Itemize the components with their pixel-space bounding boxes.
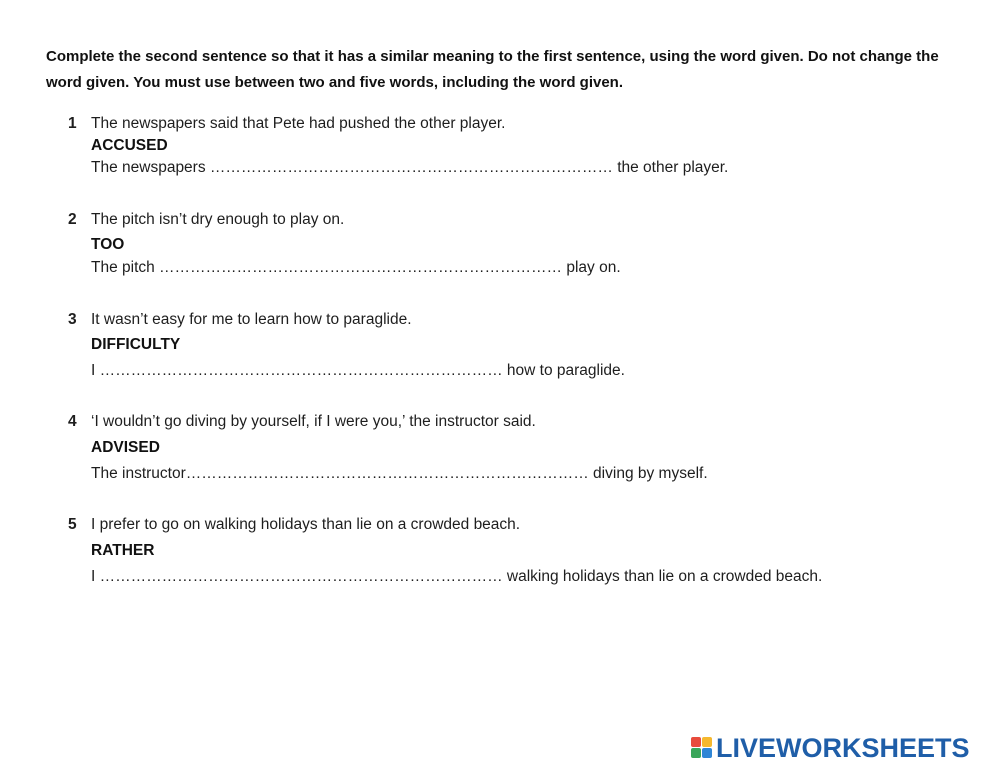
liveworksheets-logo xyxy=(691,733,970,763)
question-number: 1 xyxy=(68,115,77,132)
key-word: RATHER xyxy=(91,542,155,559)
liveworksheets-logo-icon xyxy=(691,737,713,759)
answer-sentence[interactable]: I …………………………………………………………………… how to paraglide. xyxy=(91,362,625,379)
instructions-text: Complete the second sentence so that it has a similar meaning to the first sentence, using the word given. Do not change the word given. You must use between two and five words, including the word given. xyxy=(46,48,939,91)
original-sentence: I prefer to go on walking holidays than lie on a crowded beach. xyxy=(91,516,521,533)
question-number: 5 xyxy=(68,516,77,533)
question-number: 3 xyxy=(68,311,77,328)
question-number: 4 xyxy=(68,413,77,430)
answer-sentence[interactable]: The pitch …………………………………………………………………… play on. xyxy=(91,259,621,276)
key-word: TOO xyxy=(91,236,125,253)
answer-sentence[interactable]: The instructor…………………………………………………………………… diving by myself. xyxy=(91,465,708,482)
key-word: ACCUSED xyxy=(91,137,168,154)
original-sentence: ‘I wouldn’t go diving by yourself, if I were you,’ the instructor said. xyxy=(91,413,536,430)
key-word: DIFFICULTY xyxy=(91,336,181,353)
question-number: 2 xyxy=(68,211,77,228)
original-sentence: It wasn’t easy for me to learn how to paraglide. xyxy=(91,311,412,328)
key-word: ADVISED xyxy=(91,439,160,456)
original-sentence: The pitch isn’t dry enough to play on. xyxy=(91,211,345,228)
answer-sentence[interactable]: The newspapers …………………………………………………………………… the other player. xyxy=(91,159,729,176)
answer-sentence[interactable]: I …………………………………………………………………… walking holidays than lie on a crowded beach. xyxy=(91,568,823,585)
logo-wordmark: LIVEWORKSHEETS xyxy=(716,733,970,763)
original-sentence: The newspapers said that Pete had pushed the other player. xyxy=(91,115,506,132)
